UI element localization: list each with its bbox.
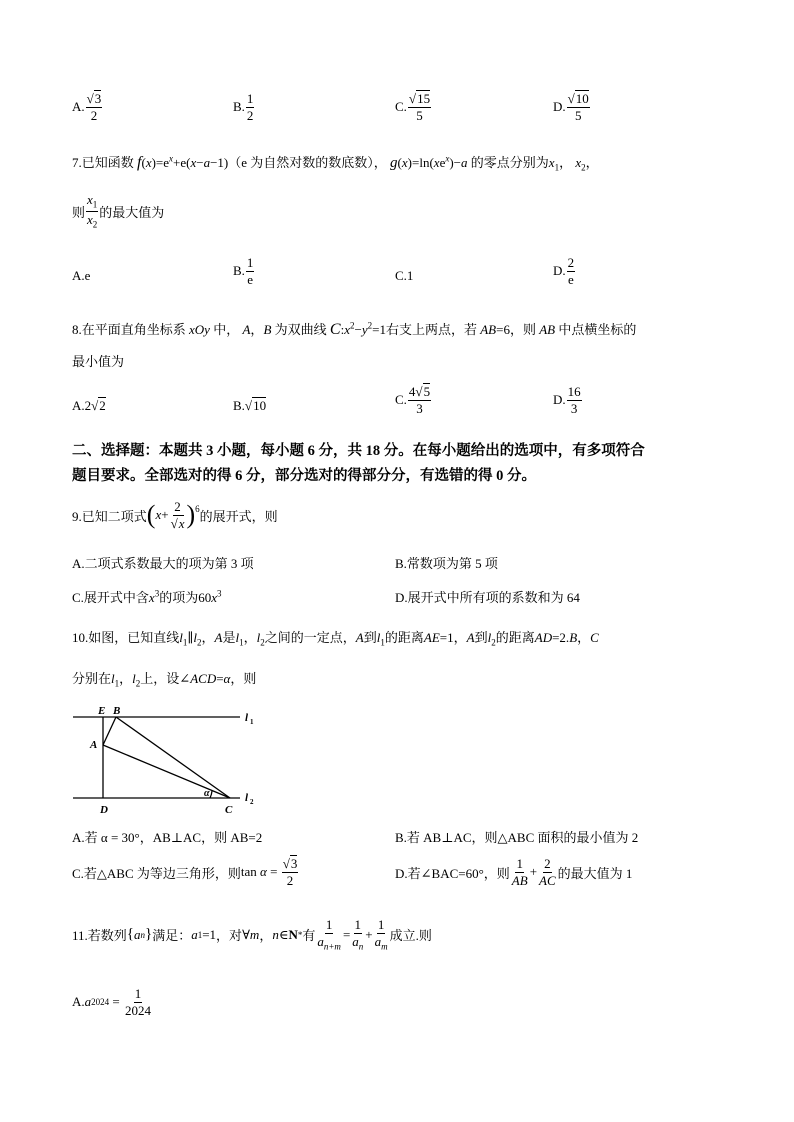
- q9-suffix: 的展开式，则: [199, 508, 278, 524]
- option-label: A.: [72, 99, 85, 115]
- q7-stem-line1: 7.已知函数 $f(x)=e^x+e(x-a-1)(e$ 为自然对数的数底数）， $g(x)=\ln(xe^x)-a$ 的零点分别为$x_1$， $x_2$，: [72, 153, 599, 173]
- q8-option-c: C. $\frac{4√5}{3}$: [395, 384, 431, 416]
- q11-text: 满足：: [152, 928, 192, 944]
- label-l2-sub: 2: [250, 798, 254, 806]
- q6-b-value: $\frac{1}{2}$: [246, 91, 254, 123]
- option-text: C.1: [395, 268, 414, 283]
- q10-d-suffix: 的最大值为 1: [557, 865, 633, 881]
- q10-option-a: A.若 α = 30°，AB⊥AC，则 AB=2: [72, 830, 263, 845]
- q6-option-c: [395, 92, 432, 122]
- q10-text: 之间的一定点，: [264, 630, 356, 645]
- option-label: D.: [553, 392, 566, 408]
- q10-figure: [70, 703, 270, 818]
- section2-line2: 题目要求。全部选对的得 6 分，部分选对的得部分分，有选错的得 0 分。: [72, 468, 536, 484]
- q11-text: 有: [302, 928, 316, 944]
- label-e: E: [98, 705, 106, 717]
- q10-text: 到: [363, 630, 377, 645]
- label-c: C: [225, 804, 233, 816]
- q10-option-c: C.若△ABC 为等边三角形，则 tan α = $\frac{√3}{2}$: [72, 856, 298, 888]
- option-label: A.: [72, 398, 85, 413]
- segment-ab: [103, 717, 116, 745]
- option-label: C.: [395, 392, 407, 408]
- q10-text: 的距离: [495, 630, 535, 645]
- label-d: D: [100, 804, 108, 816]
- q8-text: 8.在平面直角坐标系: [72, 322, 186, 337]
- q8-text: 中点横坐标的: [558, 322, 637, 337]
- q9-c-mid: 的项为: [159, 590, 199, 605]
- q6-option-b: [233, 92, 255, 122]
- q7-line2-suffix: 的最大值为: [99, 205, 165, 221]
- q9-option-d: D.展开式中所有项的系数和为 64: [395, 590, 580, 605]
- q8-text: 右支上两点，若: [385, 322, 477, 337]
- q9-option-a: A.二项式系数最大的项为第 3 项: [72, 556, 254, 571]
- q10-text: 分别在: [72, 671, 112, 686]
- q6-a-value: $\frac{√3}{2}$: [86, 91, 102, 123]
- q8-text: 中，: [213, 322, 240, 337]
- q9-option-b: B.常数项为第 5 项: [395, 556, 498, 571]
- option-label: B.: [233, 99, 245, 115]
- q10-option-b: B.若 AB⊥AC，则△ABC 面积的最小值为 2: [395, 830, 639, 845]
- q6-c-value: $\frac{√15}{5}$: [408, 91, 431, 123]
- label-b: B: [113, 705, 121, 717]
- q10-text: 是: [222, 630, 236, 645]
- q10-d-prefix: D.若∠BAC=60°，则: [395, 865, 510, 881]
- q10-text: 10.如图，已知直线: [72, 630, 180, 645]
- q8-option-a: A. 2√2: [72, 398, 106, 413]
- q11-text: ，对: [216, 928, 243, 944]
- q7-stem-line2: 则 $\frac{x_1}{x_2}$ 的最大值为: [72, 192, 165, 230]
- option-label: C.: [395, 99, 407, 115]
- option-text: A.e: [72, 268, 91, 283]
- label-l2: l: [245, 792, 249, 804]
- q7-option-d: D. $\frac{2}{e}$: [553, 255, 575, 287]
- q11-option-a: A. a 2024 = $\frac{1}{2024}$: [72, 986, 151, 1018]
- q6-d-value: $\frac{√10}{5}$: [567, 91, 589, 123]
- section2-line1: 二、选择题：本题共 3 小题，每小题 6 分，共 18 分。在每小题给出的选项中，有多项符合: [72, 443, 645, 459]
- label-a: A: [90, 739, 98, 751]
- label-l1-sub: 1: [250, 718, 254, 726]
- q11-stem: 11.若数列 { a n } 满足： a 1 =1 ，对 ∀ m ， n ∈ N * 有 $\frac{1}{a_{n+m}}$ = $\frac{1}{a_n}$ + $\frac{1}{a_m}$ 成立.则: [72, 917, 432, 952]
- q10-text: ，则: [230, 671, 257, 686]
- q8-stem-line1: 8.在平面直角坐标系 xOy 中， A，B 为双曲线 $C:x^2-y^2=1$右支上两点，若 AB=6，则 AB 中点横坐标的: [72, 320, 637, 338]
- q11-text: 11.若数列: [72, 928, 127, 944]
- q8-text: 为双曲线: [274, 322, 327, 337]
- q10-stem-line2: 分别在$l_1$，$l_2$上，设∠ACD=α，则: [72, 671, 257, 689]
- option-label: B.: [233, 398, 245, 413]
- q8-option-b: B. √10: [233, 398, 267, 413]
- q7-line2-prefix: 则: [72, 205, 86, 221]
- q7-zero-text: 的零点分别为: [470, 155, 549, 170]
- q7-option-c: [395, 268, 413, 284]
- q9-c-prefix: C.展开式中含: [72, 590, 149, 605]
- label-l1: l: [245, 712, 249, 724]
- q7-prefix: 7.已知函数: [72, 155, 134, 170]
- q11-text: 成立.则: [389, 928, 432, 944]
- q7-note: （e 为自然对数的数底数），: [228, 155, 387, 170]
- q10-text: 的距离: [384, 630, 424, 645]
- q9-prefix: 9.已知二项式: [72, 508, 147, 524]
- q10-c-prefix: C.若△ABC 为等边三角形，则: [72, 865, 241, 881]
- label-alpha: α: [204, 788, 210, 799]
- q8-text: ，则: [509, 322, 536, 337]
- q8-stem-line2: [72, 351, 124, 370]
- q6-option-a: [72, 92, 103, 122]
- option-label: A.: [72, 994, 85, 1010]
- q8-line2: 最小值为: [72, 354, 125, 369]
- angle-arc: [210, 791, 212, 798]
- option-label: B.: [233, 263, 245, 279]
- q10-text: 到: [474, 630, 488, 645]
- q10-text: 上，设: [140, 671, 180, 686]
- option-label: D.: [553, 99, 566, 115]
- q9-stem: 9.已知二项式 ( x + $\frac{2}{√x}$ ) $^6$ 的展开式，则: [72, 499, 278, 531]
- q8-option-d: D. $\frac{16}{3}$: [553, 384, 581, 416]
- q7-option-b: B. $\frac{1}{e}$: [233, 255, 254, 287]
- q10-option-d: D.若∠BAC=60°，则 $\frac{1}{AB}$ + $\frac{2}{AC}$ 的最大值为 1: [395, 856, 633, 888]
- q10-stem-line1: 10.如图，已知直线$l_1\parallel l_2$，A是$l_1$，$l_2$之间的一定点，A到$l_1$的距离AE=1，A到$l_2$的距离AD=2.B，C: [72, 630, 599, 648]
- q9-option-c: C.展开式中含$x^3$的项为$60x^3$: [72, 588, 222, 605]
- q6-option-d: [553, 92, 591, 122]
- q7-option-a: [72, 268, 90, 284]
- option-label: D.: [553, 263, 566, 279]
